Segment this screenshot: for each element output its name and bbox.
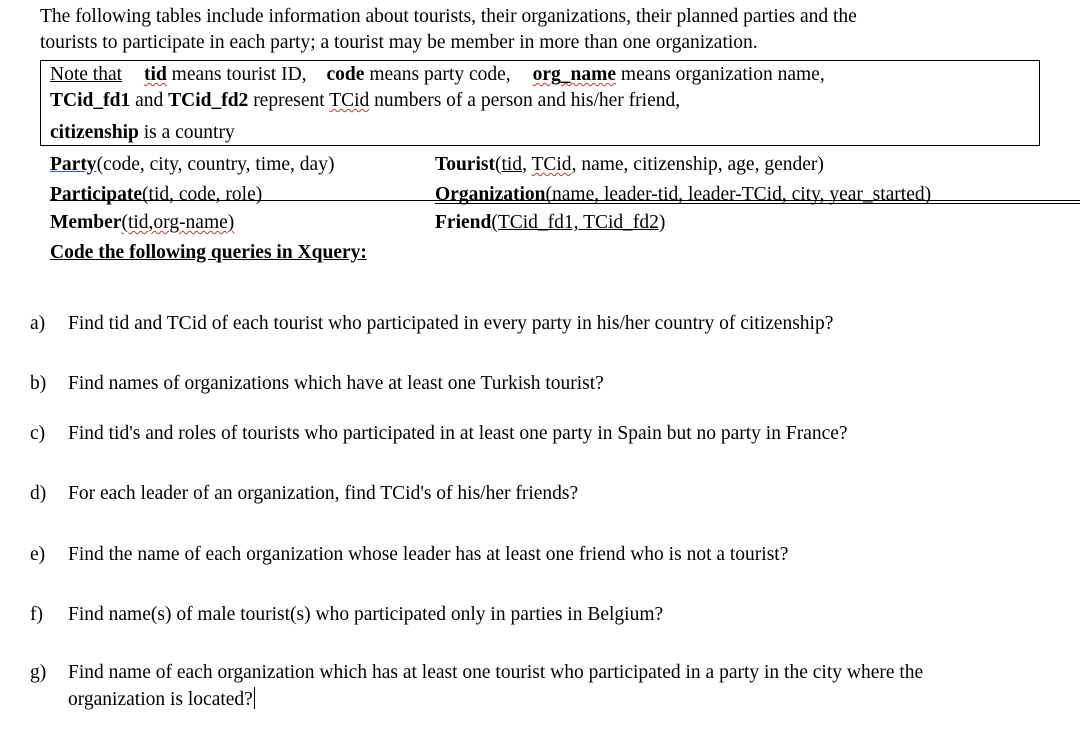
text-cursor <box>254 687 256 709</box>
question-label: g) <box>30 662 47 683</box>
friend-attrs: (TCid_fd1, TCid_fd2) <box>491 212 666 233</box>
tcid-rest: numbers of a person and his/her friend, <box>369 90 681 111</box>
tcid-term: TCid <box>329 90 370 111</box>
schema-tourist <box>435 153 824 177</box>
schema-friend <box>435 211 665 235</box>
participate-attrs: (tid, code, role) <box>142 184 263 205</box>
question-text: Find tid's and roles of tourists who participated in at least one party in Spain but no party in France? <box>68 423 848 444</box>
question-label: e) <box>30 544 46 565</box>
tourist-open-paren: ( <box>494 154 502 175</box>
member-relation-name: Member <box>50 212 122 233</box>
question-text: Find name of each organization which has at least one tourist who participated in a party in the city where the <box>68 662 924 683</box>
schema-participate <box>50 183 262 207</box>
code-desc: means party code, <box>364 64 511 85</box>
participate-relation-name: Participate <box>50 184 143 205</box>
note-line-3 <box>50 121 235 145</box>
code-term: code <box>326 64 365 85</box>
tourist-rest-attrs: , name, citizenship, age, gender) <box>571 154 824 175</box>
tid-desc: means tourist ID, <box>166 64 307 85</box>
question-text-continued: organization is located? <box>68 689 253 710</box>
question-text: For each leader of an organization, find TCid's of his/her friends? <box>68 483 579 504</box>
question-label: f) <box>30 604 43 625</box>
question-label: d) <box>30 483 47 504</box>
represent-text: represent <box>248 90 330 111</box>
intro-line-1: The following tables include information about tourists, their organizations, their planned parties and the <box>40 6 857 27</box>
friend-relation-name: Friend <box>435 212 492 233</box>
schema-member <box>50 211 234 235</box>
party-relation-name: Party <box>50 154 97 175</box>
schema-party <box>50 153 334 177</box>
question-text: Find tid and TCid of each tourist who participated in every party in his/her country of citizenship? <box>68 313 834 334</box>
organization-attrs: (name, leader-tid, leader-TCid, city, year_started) <box>545 184 932 205</box>
tid-term: tid <box>144 64 167 85</box>
org-name-term: org_name <box>532 64 617 85</box>
organization-relation-name: Organization <box>435 184 546 205</box>
note-line-1 <box>50 63 825 87</box>
tourist-tcid-key: TCid <box>531 154 572 175</box>
question-text: Find the name of each organization whose leader has at least one friend who is not a tourist? <box>68 544 789 565</box>
member-attrs: (tid,org-name) <box>121 212 235 233</box>
schema-divider-line-2 <box>435 203 1080 204</box>
tcid-fd1-term: TCid_fd1 <box>50 90 131 111</box>
note-line-2 <box>50 89 680 113</box>
citizenship-desc: is a country <box>138 122 235 143</box>
party-attrs: (code, city, country, time, day) <box>96 154 335 175</box>
org-name-desc: means organization name, <box>616 64 825 85</box>
question-label: a) <box>30 313 46 334</box>
question-text: Find name(s) of male tourist(s) who participated only in parties in Belgium? <box>68 604 664 625</box>
tourist-tid-key: tid <box>501 154 523 175</box>
question-label: c) <box>30 423 46 444</box>
citizenship-term: citizenship <box>50 122 139 143</box>
tourist-relation-name: Tourist <box>435 154 495 175</box>
question-g-continuation[interactable] <box>68 687 255 713</box>
question-label: b) <box>30 373 47 394</box>
and-text: and <box>130 90 169 111</box>
tcid-fd2-term: TCid_fd2 <box>168 90 249 111</box>
schema-divider-line <box>50 200 1080 201</box>
code-heading: Code the following queries in Xquery: <box>50 242 367 263</box>
intro-line-2: tourists to participate in each party; a tourist may be member in more than one organization. <box>40 32 758 53</box>
question-text: Find names of organizations which have at least one Turkish tourist? <box>68 373 604 394</box>
note-that-label: Note that <box>50 64 123 85</box>
tourist-sep: , <box>522 154 532 175</box>
